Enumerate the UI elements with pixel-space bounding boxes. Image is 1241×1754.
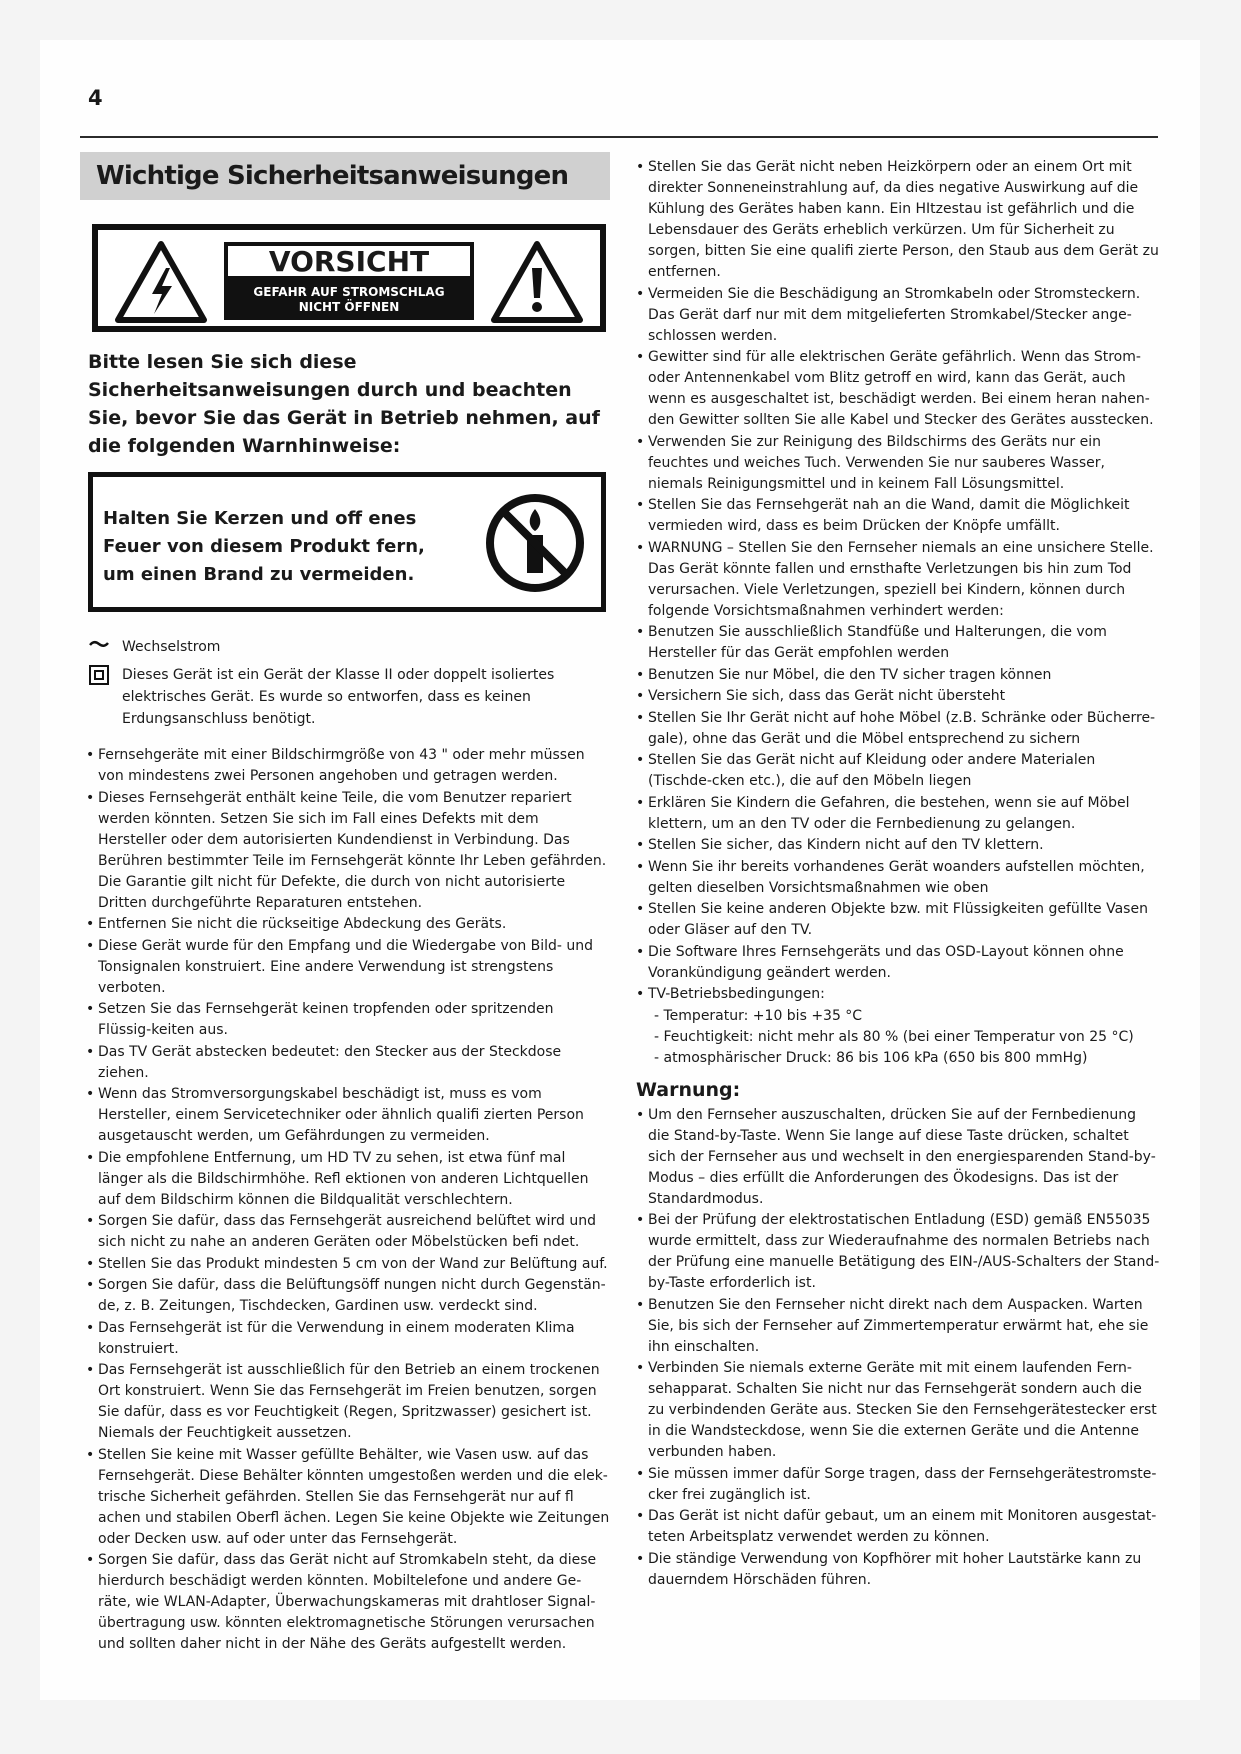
list-item: • Sie müssen immer dafür Sorge tragen, dass der Fernsehgerätestromste-cker frei zugänglich ist. [630, 1464, 1160, 1506]
list-item: • Wenn Sie ihr bereits vorhandenes Gerät woanders aufstellen möchten, gelten dieselben Vorsichtsmaßnahmen wie oben [630, 857, 1160, 899]
warning-heading: Warnung: [636, 1078, 741, 1101]
list-item: • Stellen Sie keine anderen Objekte bzw. mit Flüssigkeiten gefüllte Vasen oder Gläser auf den TV. [630, 899, 1160, 941]
caution-text-box [224, 242, 474, 320]
list-item: • Benutzen Sie ausschließlich Standfüße und Halterungen, die vom Hersteller für das Gerät empfohlen werden [630, 622, 1160, 664]
list-item: • Um den Fernseher auszuschalten, drücken Sie auf der Fernbedienung die Stand-by-Taste. Wenn Sie lange auf diese Taste drücken, schaltet sich der Fernseher aus und wechselt in den energiesparenden Stand-by-Modus – dies erfüllt die Anforderungen des Ökodesigns. Das ist der Standardmodus. [630, 1105, 1160, 1210]
caution-label [92, 224, 606, 332]
caution-subtitle-line-1: GEFAHR AUF STROMSCHLAG [253, 285, 445, 299]
operating-condition-humidity: - Feuchtigkeit: nicht mehr als 80 % (bei einer Temperatur von 25 °C) [654, 1028, 1134, 1045]
list-item: • Setzen Sie das Fernsehgerät keinen tropfenden oder spritzenden Flüssig-keiten aus. [80, 999, 610, 1041]
list-item: • Diese Gerät wurde für den Empfang und die Wiedergabe von Bild- und Tonsignalen konstruiert. Eine andere Verwendung ist strengstens verboten. [80, 936, 610, 999]
symbol-row-ac [80, 636, 610, 658]
symbol-row-class-ii [80, 664, 610, 730]
list-item: • Verbinden Sie niemals externe Geräte mit mit einem laufenden Fern-sehapparat. Schalten Sie nicht nur das Fernsehgerät sondern auch die zu verbindenden Geräte aus. Stecken Sie den Fernsehgerätestecker erst in die Wandsteckdose, wenn Sie die externen Geräte und die Antenne verbunden haben. [630, 1358, 1160, 1463]
warning-bullet-list [630, 1105, 1160, 1591]
left-bullet-list [80, 745, 610, 1655]
left-column [80, 152, 610, 1656]
list-item: • Die Software Ihres Fernsehgeräts und das OSD-Layout können ohne Vorankündigung geändert werden. [630, 942, 1160, 984]
list-item: • Stellen Sie das Gerät nicht auf Kleidung oder andere Materialen (Tischde-cken etc.), die auf den Möbeln liegen [630, 750, 1160, 792]
list-item: • Gewitter sind für alle elektrischen Geräte gefährlich. Wenn das Strom-oder Antennenkabel vom Blitz getroff en wird, kann das Gerät, auch wenn es ausgeschaltet ist, beschädigt werden. Bei einem heran nahen-den Gewitter sollten Sie alle Kabel und Stecker des Gerätes ausstecken. [630, 347, 1160, 431]
list-item: • WARNUNG – Stellen Sie den Fernseher niemals an eine unsichere Stelle. Das Gerät könnte fallen und ernsthafte Verletzungen bis hin zum Tod verursachen. Viele Verletzungen, speziell bei Kindern, können durch folgende Vorsichtsmaßnahmen verhindert werden: [630, 538, 1160, 622]
right-column [630, 157, 1160, 1591]
list-item: • Benutzen Sie den Fernseher nicht direkt nach dem Auspacken. Warten Sie, bis sich der Fernseher auf Zimmertemperatur erwärmt hat, ehe sie ihn einschalten. [630, 1295, 1160, 1358]
class-ii-double-insulation-icon [80, 664, 122, 730]
section-title: Wichtige Sicherheitsanweisungen [96, 161, 569, 191]
list-item: • Das Gerät ist nicht dafür gebaut, um an einem mit Monitoren ausgestat-teten Arbeitsplatz verwendet werden zu können. [630, 1506, 1160, 1548]
exclamation-warning-icon [490, 240, 584, 324]
list-item: • Das TV Gerät abstecken bedeutet: den Stecker aus der Steckdose ziehen. [80, 1042, 610, 1084]
list-item: • Das Fernsehgerät ist für die Verwendung in einem moderaten Klima konstruiert. [80, 1318, 610, 1360]
list-item: • Sorgen Sie dafür, dass die Belüftungsöff nungen nicht durch Gegenstän-de, z. B. Zeitungen, Tischdecken, Gardinen usw. verdeckt sind. [80, 1275, 610, 1317]
list-item: • Vermeiden Sie die Beschädigung an Stromkabeln oder Stromsteckern. Das Gerät darf nur mit dem mitgelieferten Stromkabel/Stecker ange-schlossen werden. [630, 284, 1160, 347]
operating-condition-pressure: - atmosphärischer Druck: 86 bis 106 kPa (650 bis 800 mmHg) [654, 1049, 1088, 1066]
list-item: • Wenn das Stromversorgungskabel beschädigt ist, muss es vom Hersteller, einem Servicetechniker oder ähnlich qualifi zierten Person ausgetauscht werden, um Gefährdungen zu vermeiden. [80, 1084, 610, 1147]
list-item: • Stellen Sie das Gerät nicht neben Heizkörpern oder an einem Ort mit direkter Sonneneinstrahlung auf, da dies negative Auswirkung auf die Kühlung des Gerätes haben kann. Ein HItzestau ist gefährlich und die Lebensdauer des Geräts erheblich verkürzen. Um für Sicherheit zu sorgen, bitten Sie eine qualifi zierte Person, den Staub aus dem Gerät zu entfernen. [630, 157, 1160, 283]
list-item: • Benutzen Sie nur Möbel, die den TV sicher tragen können [630, 665, 1160, 686]
list-item: • Versichern Sie sich, dass das Gerät nicht übersteht [630, 686, 1160, 707]
page-number: 4 [88, 86, 103, 110]
section-title-bar [80, 152, 610, 200]
intro-text: Bitte lesen Sie sich diese Sicherheitsanweisungen durch und beachten Sie, bevor Sie das Gerät in Betrieb nehmen, auf die folgenden Warnhinweise: [88, 351, 600, 457]
symbol-ac-text: Wechselstrom [122, 639, 221, 655]
header-rule [80, 136, 1158, 138]
fire-warning-text: Halten Sie Kerzen und off enes Feuer von diesem Produkt fern, um einen Brand zu vermeiden. [103, 508, 425, 585]
list-item: • Stellen Sie sicher, das Kindern nicht auf den TV klettern. [630, 835, 1160, 856]
list-item: • Sorgen Sie dafür, dass das Gerät nicht auf Stromkabeln steht, da diese hierdurch beschädigt werden könnten. Mobiltelefone und andere Ge-räte, wie WLAN-Adapter, Überwachungskameras mit drahtloser Signal-übertragung usw. könnten elektromagnetische Störungen verursachen und sollten daher nicht in der Nähe des Geräts aufgestellt werden. [80, 1550, 610, 1655]
list-item: • Das Fernsehgerät ist ausschließlich für den Betrieb an einem trockenen Ort konstruiert. Wenn Sie das Fernsehgerät im Freien benutzen, sorgen Sie dafür, dass es vor Feuchtigkeit (Regen, Spritzwasser) gesichert ist. Niemals der Feuchtigkeit aussetzen. [80, 1360, 610, 1444]
no-candle-icon [483, 491, 587, 595]
list-item: • Sorgen Sie dafür, dass das Fernsehgerät ausreichend belüftet wird und sich nicht zu nahe an anderen Geräten oder Möbelstücken befi ndet. [80, 1211, 610, 1253]
symbol-legend [80, 636, 610, 730]
list-item: • Die empfohlene Entfernung, um HD TV zu sehen, ist etwa fünf mal länger als die Bildschirmhöhe. Refl ektionen von anderen Lichtquellen auf dem Bildschirm können die Bildqualität verschlechtern. [80, 1148, 610, 1211]
caution-subtitle-line-2: NICHT ÖFFNEN [298, 300, 400, 314]
right-bullet-list [630, 157, 1160, 1005]
alternating-current-icon [80, 636, 122, 658]
list-item: • Bei der Prüfung der elektrostatischen Entladung (ESD) gemäß EN55035 wurde ermittelt, dass zur Wiederaufnahme des normalen Betriebs nach der Prüfung eine manuelle Betätigung des EIN-/AUS-Schalters der Stand-by-Taste erforderlich ist. [630, 1210, 1160, 1294]
list-item: • Fernsehgeräte mit einer Bildschirmgröße von 43 " oder mehr müssen von mindestens zwei Personen angehoben und getragen werden. [80, 745, 610, 787]
symbol-class-ii-text: Dieses Gerät ist ein Gerät der Klasse II oder doppelt isoliertes elektrisches Gerät. Es wurde so entworfen, dass es keinen Erdungsanschluss benötigt. [122, 667, 555, 727]
list-item: • Verwenden Sie zur Reinigung des Bildschirms des Geräts nur ein feuchtes und weiches Tuch. Verwenden Sie nur sauberes Wasser, niemals Reinigungsmittel und in keinem Fall Lösungsmittel. [630, 432, 1160, 495]
list-item: • Entfernen Sie nicht die rückseitige Abdeckung des Geräts. [80, 914, 610, 935]
operating-condition-temperature: - Temperatur: +10 bis +35 °C [654, 1007, 863, 1024]
list-item: • Stellen Sie keine mit Wasser gefüllte Behälter, wie Vasen usw. auf das Fernsehgerät. Diese Behälter könnten umgestoßen werden und die elek-trische Sicherheit gefährden. Stellen Sie das Fernsehgerät nur auf fl achen und stabilen Oberfl ächen. Legen Sie keine Objekte wie Zeitungen oder Decken usw. auf oder unter das Fernsehgerät. [80, 1445, 610, 1550]
lightning-warning-icon [114, 240, 208, 324]
list-item: • Dieses Fernsehgerät enthält keine Teile, die vom Benutzer repariert werden könnten. Setzen Sie sich im Fall eines Defekts mit dem Hersteller oder dem autorisierten Kundendienst in Verbindung. Das Berühren bestimmter Teile im Fernsehgerät könnte Ihr Leben gefährden. Die Garantie gilt nicht für Defekte, die durch von nicht autorisierte Dritten durchgeführte Reparaturen entstehen. [80, 788, 610, 914]
caution-subtitle [224, 280, 474, 320]
list-item: • Erklären Sie Kindern die Gefahren, die bestehen, wenn sie auf Möbel klettern, um an den TV oder die Fernbedienung zu gelangen. [630, 793, 1160, 835]
caution-title: VORSICHT [224, 242, 474, 280]
fire-warning-box [88, 472, 606, 612]
list-item: • Stellen Sie Ihr Gerät nicht auf hohe Möbel (z.B. Schränke oder Bücherre-gale), ohne das Gerät und die Möbel entsprechend zu sichern [630, 708, 1160, 750]
list-item: • Stellen Sie das Produkt mindesten 5 cm von der Wand zur Belüftung auf. [80, 1254, 610, 1275]
list-item: • Stellen Sie das Fernsehgerät nah an die Wand, damit die Möglichkeit vermieden wird, dass es beim Drücken der Knöpfe umfällt. [630, 495, 1160, 537]
list-item: • TV-Betriebsbedingungen: [630, 984, 1160, 1005]
list-item: • Die ständige Verwendung von Kopfhörer mit hoher Lautstärke kann zu dauerndem Hörschäden führen. [630, 1549, 1160, 1591]
